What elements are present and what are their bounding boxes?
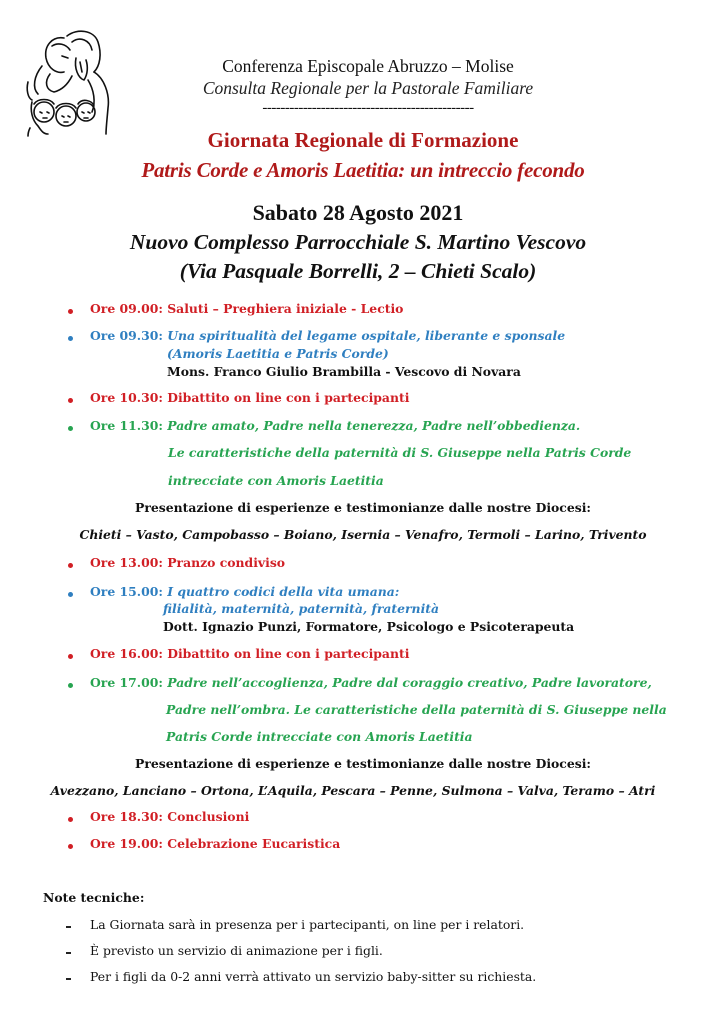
bullet-icon [68,563,73,568]
program-time: Ore 13.00: [90,555,163,570]
program-text: Conclusioni [167,809,250,824]
dash-icon [66,978,71,980]
program-text-line3: intrecciate con Amoris Laetitia [168,473,384,488]
program-text-line2: Padre nell’ombra. Le caratteristiche della paternità di S. Giuseppe nella [166,702,667,717]
program-item [90,328,565,343]
program-item [90,836,340,851]
program-time: Ore 09.30: [90,328,163,343]
dioceses-list: Avezzano, Lanciano – Ortona, L’Aquila, Pescara – Penne, Sulmona – Valva, Teramo – Atri [50,783,656,798]
program-text: I quattro codici della vita umana: [167,584,400,599]
testimonies-heading: Presentazione di esperienze e testimonianze dalle nostre Diocesi: [135,500,591,515]
program-item [90,809,249,824]
event-venue: Nuovo Complesso Parrocchiale S. Martino Vescovo [129,230,587,254]
separator-line: ----------------------------------------------- [262,100,474,116]
program-text: Padre nell’accoglienza, Padre dal coraggio creativo, Padre lavoratore, [167,675,652,690]
bullet-icon [68,426,73,431]
program-item [90,390,409,405]
event-title: Giornata Regionale di Formazione [207,128,519,152]
bullet-icon [68,592,73,597]
dash-icon [66,926,71,928]
program-speaker: Dott. Ignazio Punzi, Formatore, Psicologo e Psicoterapeuta [163,619,575,634]
program-text-line2: Le caratteristiche della paternità di S. Giuseppe nella Patris Corde [168,445,632,460]
program-text: Saluti – Preghiera iniziale - Lectio [167,301,404,316]
bullet-icon [68,398,73,403]
note-item: È previsto un servizio di animazione per i figli. [90,943,383,958]
program-text-line3: Patris Corde intrecciate con Amoris Laetitia [166,729,473,744]
note-item: La Giornata sarà in presenza per i partecipanti, on line per i relatori. [90,917,525,932]
program-item [90,646,409,661]
program-text: Pranzo condiviso [167,555,286,570]
program-time: Ore 15.00: [90,584,163,599]
program-text: Dibattito on line con i partecipanti [167,390,410,405]
program-item [90,584,399,599]
program-text: Dibattito on line con i partecipanti [167,646,410,661]
program-time: Ore 09.00: [90,301,163,316]
bullet-icon [68,654,73,659]
notes-heading: Note tecniche: [43,890,145,905]
bullet-icon [68,336,73,341]
event-address: (Via Pasquale Borrelli, 2 – Chieti Scalo) [179,259,537,283]
consulta-name: Consulta Regionale per la Pastorale Familiare [202,78,534,98]
program-time: Ore 19.00: [90,836,163,851]
program-item [90,301,403,316]
bullet-icon [68,844,73,849]
dioceses-list: Chieti – Vasto, Campobasso – Boiano, Isernia – Venafro, Termoli – Larino, Trivento [79,527,647,542]
program-text: Celebrazione Eucaristica [167,836,341,851]
event-date: Sabato 28 Agosto 2021 [252,200,464,225]
program-speaker: Mons. Franco Giulio Brambilla - Vescovo di Novara [167,364,521,379]
testimonies-heading: Presentazione di esperienze e testimonianze dalle nostre Diocesi: [135,756,591,771]
program-text: Padre amato, Padre nella tenerezza, Padre nell’obbedienza. [167,418,581,433]
program-item [90,555,285,570]
bullet-icon [68,309,73,314]
program-time: Ore 10.30: [90,390,163,405]
event-subtitle: Patris Corde e Amoris Laetitia: un intreccio fecondo [141,158,585,182]
program-time: Ore 17.00: [90,675,163,690]
dash-icon [66,952,71,954]
program-text-line2: filialità, maternità, paternità, fraternità [163,601,440,616]
note-item: Per i figli da 0-2 anni verrà attivato un servizio baby-sitter su richiesta. [90,969,537,984]
program-time: Ore 11.30: [90,418,163,433]
bullet-icon [68,817,73,822]
program-time: Ore 16.00: [90,646,163,661]
program-text-line2: (Amoris Laetitia e Patris Corde) [167,346,389,361]
bullet-icon [68,683,73,688]
program-text: Una spiritualità del legame ospitale, liberante e sponsale [167,328,566,343]
program-item [90,675,652,690]
organization-name: Conferenza Episcopale Abruzzo – Molise [222,56,514,76]
program-item [90,418,580,433]
program-time: Ore 18.30: [90,809,163,824]
